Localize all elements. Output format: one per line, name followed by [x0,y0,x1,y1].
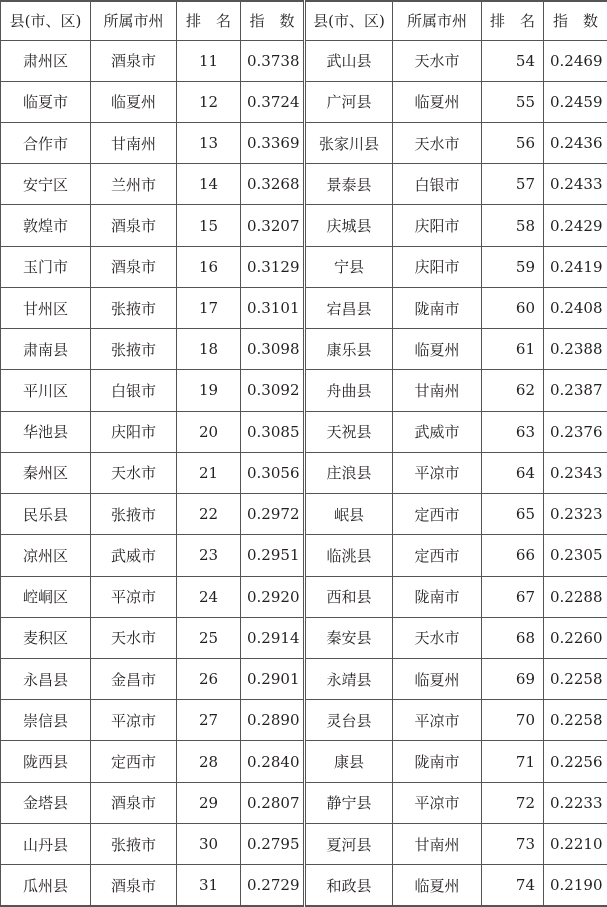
cell-county-2: 灵台县 [305,700,393,741]
table-row [1,782,607,823]
cell-index: 0.3056 [241,452,305,493]
cell-city-2: 武威市 [393,411,482,452]
cell-index-2: 0.2323 [544,494,607,535]
cell-rank-2: 68 [482,617,544,658]
cell-city: 天水市 [91,452,177,493]
cell-county-2: 景泰县 [305,164,393,205]
cell-city: 庆阳市 [91,411,177,452]
cell-city-2: 临夏州 [393,81,482,122]
table-row [1,700,607,741]
cell-index: 0.2901 [241,659,305,700]
header-index: 指 数 [241,1,305,40]
cell-county-2: 舟曲县 [305,370,393,411]
cell-city: 兰州市 [91,164,177,205]
cell-county: 甘州区 [1,287,91,328]
cell-index-2: 0.2388 [544,329,607,370]
cell-rank: 14 [177,164,241,205]
cell-rank: 27 [177,700,241,741]
table-row [1,823,607,864]
table-header [1,1,607,40]
cell-index-2: 0.2408 [544,287,607,328]
cell-rank: 18 [177,329,241,370]
header-county: 县(市、区) [1,1,91,40]
cell-county: 敦煌市 [1,205,91,246]
cell-index: 0.3268 [241,164,305,205]
table-row [1,205,607,246]
cell-county-2: 宕昌县 [305,287,393,328]
cell-rank: 17 [177,287,241,328]
cell-county-2: 康乐县 [305,329,393,370]
cell-county: 民乐县 [1,494,91,535]
cell-city-2: 庆阳市 [393,205,482,246]
cell-city-2: 天水市 [393,122,482,163]
cell-city-2: 陇南市 [393,576,482,617]
cell-rank-2: 73 [482,823,544,864]
cell-county: 瓜州县 [1,865,91,906]
table-row [1,411,607,452]
cell-rank-2: 57 [482,164,544,205]
cell-city-2: 甘南州 [393,370,482,411]
cell-rank-2: 59 [482,246,544,287]
cell-county: 永昌县 [1,659,91,700]
cell-rank-2: 60 [482,287,544,328]
cell-rank-2: 61 [482,329,544,370]
cell-index-2: 0.2210 [544,823,607,864]
cell-city-2: 临夏州 [393,659,482,700]
cell-index: 0.2807 [241,782,305,823]
cell-county-2: 夏河县 [305,823,393,864]
cell-index-2: 0.2429 [544,205,607,246]
cell-city: 定西市 [91,741,177,782]
cell-rank: 11 [177,40,241,81]
cell-index: 0.2920 [241,576,305,617]
table-row [1,40,607,81]
table-row [1,287,607,328]
cell-county: 临夏市 [1,81,91,122]
cell-city: 酒泉市 [91,782,177,823]
cell-county: 金塔县 [1,782,91,823]
table-row [1,576,607,617]
cell-rank: 29 [177,782,241,823]
cell-rank-2: 74 [482,865,544,906]
cell-rank: 16 [177,246,241,287]
cell-index-2: 0.2469 [544,40,607,81]
cell-county-2: 庆城县 [305,205,393,246]
cell-city-2: 定西市 [393,535,482,576]
cell-rank: 22 [177,494,241,535]
cell-city-2: 平凉市 [393,782,482,823]
cell-index-2: 0.2190 [544,865,607,906]
cell-city-2: 临夏州 [393,329,482,370]
table-row [1,329,607,370]
cell-county: 玉门市 [1,246,91,287]
header-rank: 排 名 [177,1,241,40]
cell-index: 0.3085 [241,411,305,452]
cell-index-2: 0.2419 [544,246,607,287]
cell-rank: 12 [177,81,241,122]
cell-rank-2: 66 [482,535,544,576]
cell-index-2: 0.2436 [544,122,607,163]
cell-index-2: 0.2343 [544,452,607,493]
cell-rank: 30 [177,823,241,864]
cell-county: 安宁区 [1,164,91,205]
cell-county-2: 岷县 [305,494,393,535]
cell-city-2: 陇南市 [393,741,482,782]
cell-county: 秦州区 [1,452,91,493]
cell-index: 0.2729 [241,865,305,906]
cell-rank-2: 65 [482,494,544,535]
table-row [1,494,607,535]
cell-rank: 13 [177,122,241,163]
cell-county-2: 秦安县 [305,617,393,658]
table-row [1,452,607,493]
table-row [1,122,607,163]
cell-rank-2: 67 [482,576,544,617]
cell-county: 合作市 [1,122,91,163]
cell-index: 0.2914 [241,617,305,658]
cell-city-2: 庆阳市 [393,246,482,287]
header-index-2: 指 数 [544,1,607,40]
table-row [1,617,607,658]
table-row [1,370,607,411]
cell-rank: 25 [177,617,241,658]
cell-index-2: 0.2258 [544,700,607,741]
header-rank-2: 排 名 [482,1,544,40]
cell-rank: 24 [177,576,241,617]
cell-rank-2: 72 [482,782,544,823]
cell-city: 平凉市 [91,700,177,741]
cell-index: 0.2890 [241,700,305,741]
cell-county-2: 临洮县 [305,535,393,576]
header-city-2: 所属市州 [393,1,482,40]
table-row [1,535,607,576]
cell-rank: 21 [177,452,241,493]
cell-rank-2: 55 [482,81,544,122]
cell-index-2: 0.2459 [544,81,607,122]
cell-index: 0.3738 [241,40,305,81]
table-row [1,741,607,782]
cell-rank-2: 63 [482,411,544,452]
cell-county-2: 广河县 [305,81,393,122]
cell-city-2: 定西市 [393,494,482,535]
cell-city: 甘南州 [91,122,177,163]
cell-index: 0.3098 [241,329,305,370]
cell-index: 0.2951 [241,535,305,576]
cell-city: 临夏州 [91,81,177,122]
cell-county-2: 康县 [305,741,393,782]
cell-county: 华池县 [1,411,91,452]
cell-city-2: 天水市 [393,617,482,658]
cell-index-2: 0.2387 [544,370,607,411]
cell-city: 武威市 [91,535,177,576]
cell-rank-2: 54 [482,40,544,81]
cell-city-2: 陇南市 [393,287,482,328]
cell-city-2: 白银市 [393,164,482,205]
table-row [1,659,607,700]
header-county-2: 县(市、区) [305,1,393,40]
cell-county: 肃南县 [1,329,91,370]
cell-county: 山丹县 [1,823,91,864]
cell-index: 0.2840 [241,741,305,782]
table-row [1,81,607,122]
cell-county-2: 武山县 [305,40,393,81]
cell-county-2: 张家川县 [305,122,393,163]
cell-index-2: 0.2233 [544,782,607,823]
cell-county: 麦积区 [1,617,91,658]
cell-city: 酒泉市 [91,40,177,81]
table-row [1,865,607,906]
cell-city: 张掖市 [91,494,177,535]
cell-index-2: 0.2305 [544,535,607,576]
cell-rank-2: 62 [482,370,544,411]
cell-city: 白银市 [91,370,177,411]
cell-index: 0.3092 [241,370,305,411]
cell-city-2: 天水市 [393,40,482,81]
cell-county: 崆峒区 [1,576,91,617]
cell-city: 张掖市 [91,287,177,328]
cell-city-2: 平凉市 [393,452,482,493]
cell-rank: 23 [177,535,241,576]
cell-rank-2: 69 [482,659,544,700]
cell-county: 肃州区 [1,40,91,81]
cell-rank: 26 [177,659,241,700]
cell-county-2: 静宁县 [305,782,393,823]
cell-index: 0.2972 [241,494,305,535]
cell-index-2: 0.2376 [544,411,607,452]
cell-county-2: 宁县 [305,246,393,287]
cell-rank-2: 64 [482,452,544,493]
table-row [1,164,607,205]
cell-index-2: 0.2260 [544,617,607,658]
cell-rank-2: 71 [482,741,544,782]
cell-rank: 19 [177,370,241,411]
cell-county: 崇信县 [1,700,91,741]
table-body [1,40,607,906]
cell-county-2: 庄浪县 [305,452,393,493]
cell-index: 0.2795 [241,823,305,864]
cell-index-2: 0.2258 [544,659,607,700]
cell-rank: 28 [177,741,241,782]
table-row [1,246,607,287]
cell-index-2: 0.2256 [544,741,607,782]
cell-city: 张掖市 [91,329,177,370]
cell-county-2: 和政县 [305,865,393,906]
cell-index-2: 0.2288 [544,576,607,617]
header-row [1,1,607,40]
cell-city: 金昌市 [91,659,177,700]
cell-county-2: 西和县 [305,576,393,617]
cell-city: 酒泉市 [91,246,177,287]
cell-county: 凉州区 [1,535,91,576]
cell-index: 0.3369 [241,122,305,163]
cell-rank: 15 [177,205,241,246]
cell-rank-2: 70 [482,700,544,741]
cell-city-2: 临夏州 [393,865,482,906]
cell-rank: 20 [177,411,241,452]
cell-index: 0.3724 [241,81,305,122]
cell-rank: 31 [177,865,241,906]
cell-city: 平凉市 [91,576,177,617]
cell-city: 天水市 [91,617,177,658]
cell-county: 陇西县 [1,741,91,782]
cell-county-2: 永靖县 [305,659,393,700]
cell-rank-2: 58 [482,205,544,246]
cell-index: 0.3101 [241,287,305,328]
cell-rank-2: 56 [482,122,544,163]
cell-city: 张掖市 [91,823,177,864]
cell-city: 酒泉市 [91,865,177,906]
cell-county-2: 天祝县 [305,411,393,452]
cell-county: 平川区 [1,370,91,411]
cell-city-2: 平凉市 [393,700,482,741]
cell-index: 0.3129 [241,246,305,287]
header-city: 所属市州 [91,1,177,40]
cell-city-2: 甘南州 [393,823,482,864]
cell-index: 0.3207 [241,205,305,246]
cell-city: 酒泉市 [91,205,177,246]
cell-index-2: 0.2433 [544,164,607,205]
